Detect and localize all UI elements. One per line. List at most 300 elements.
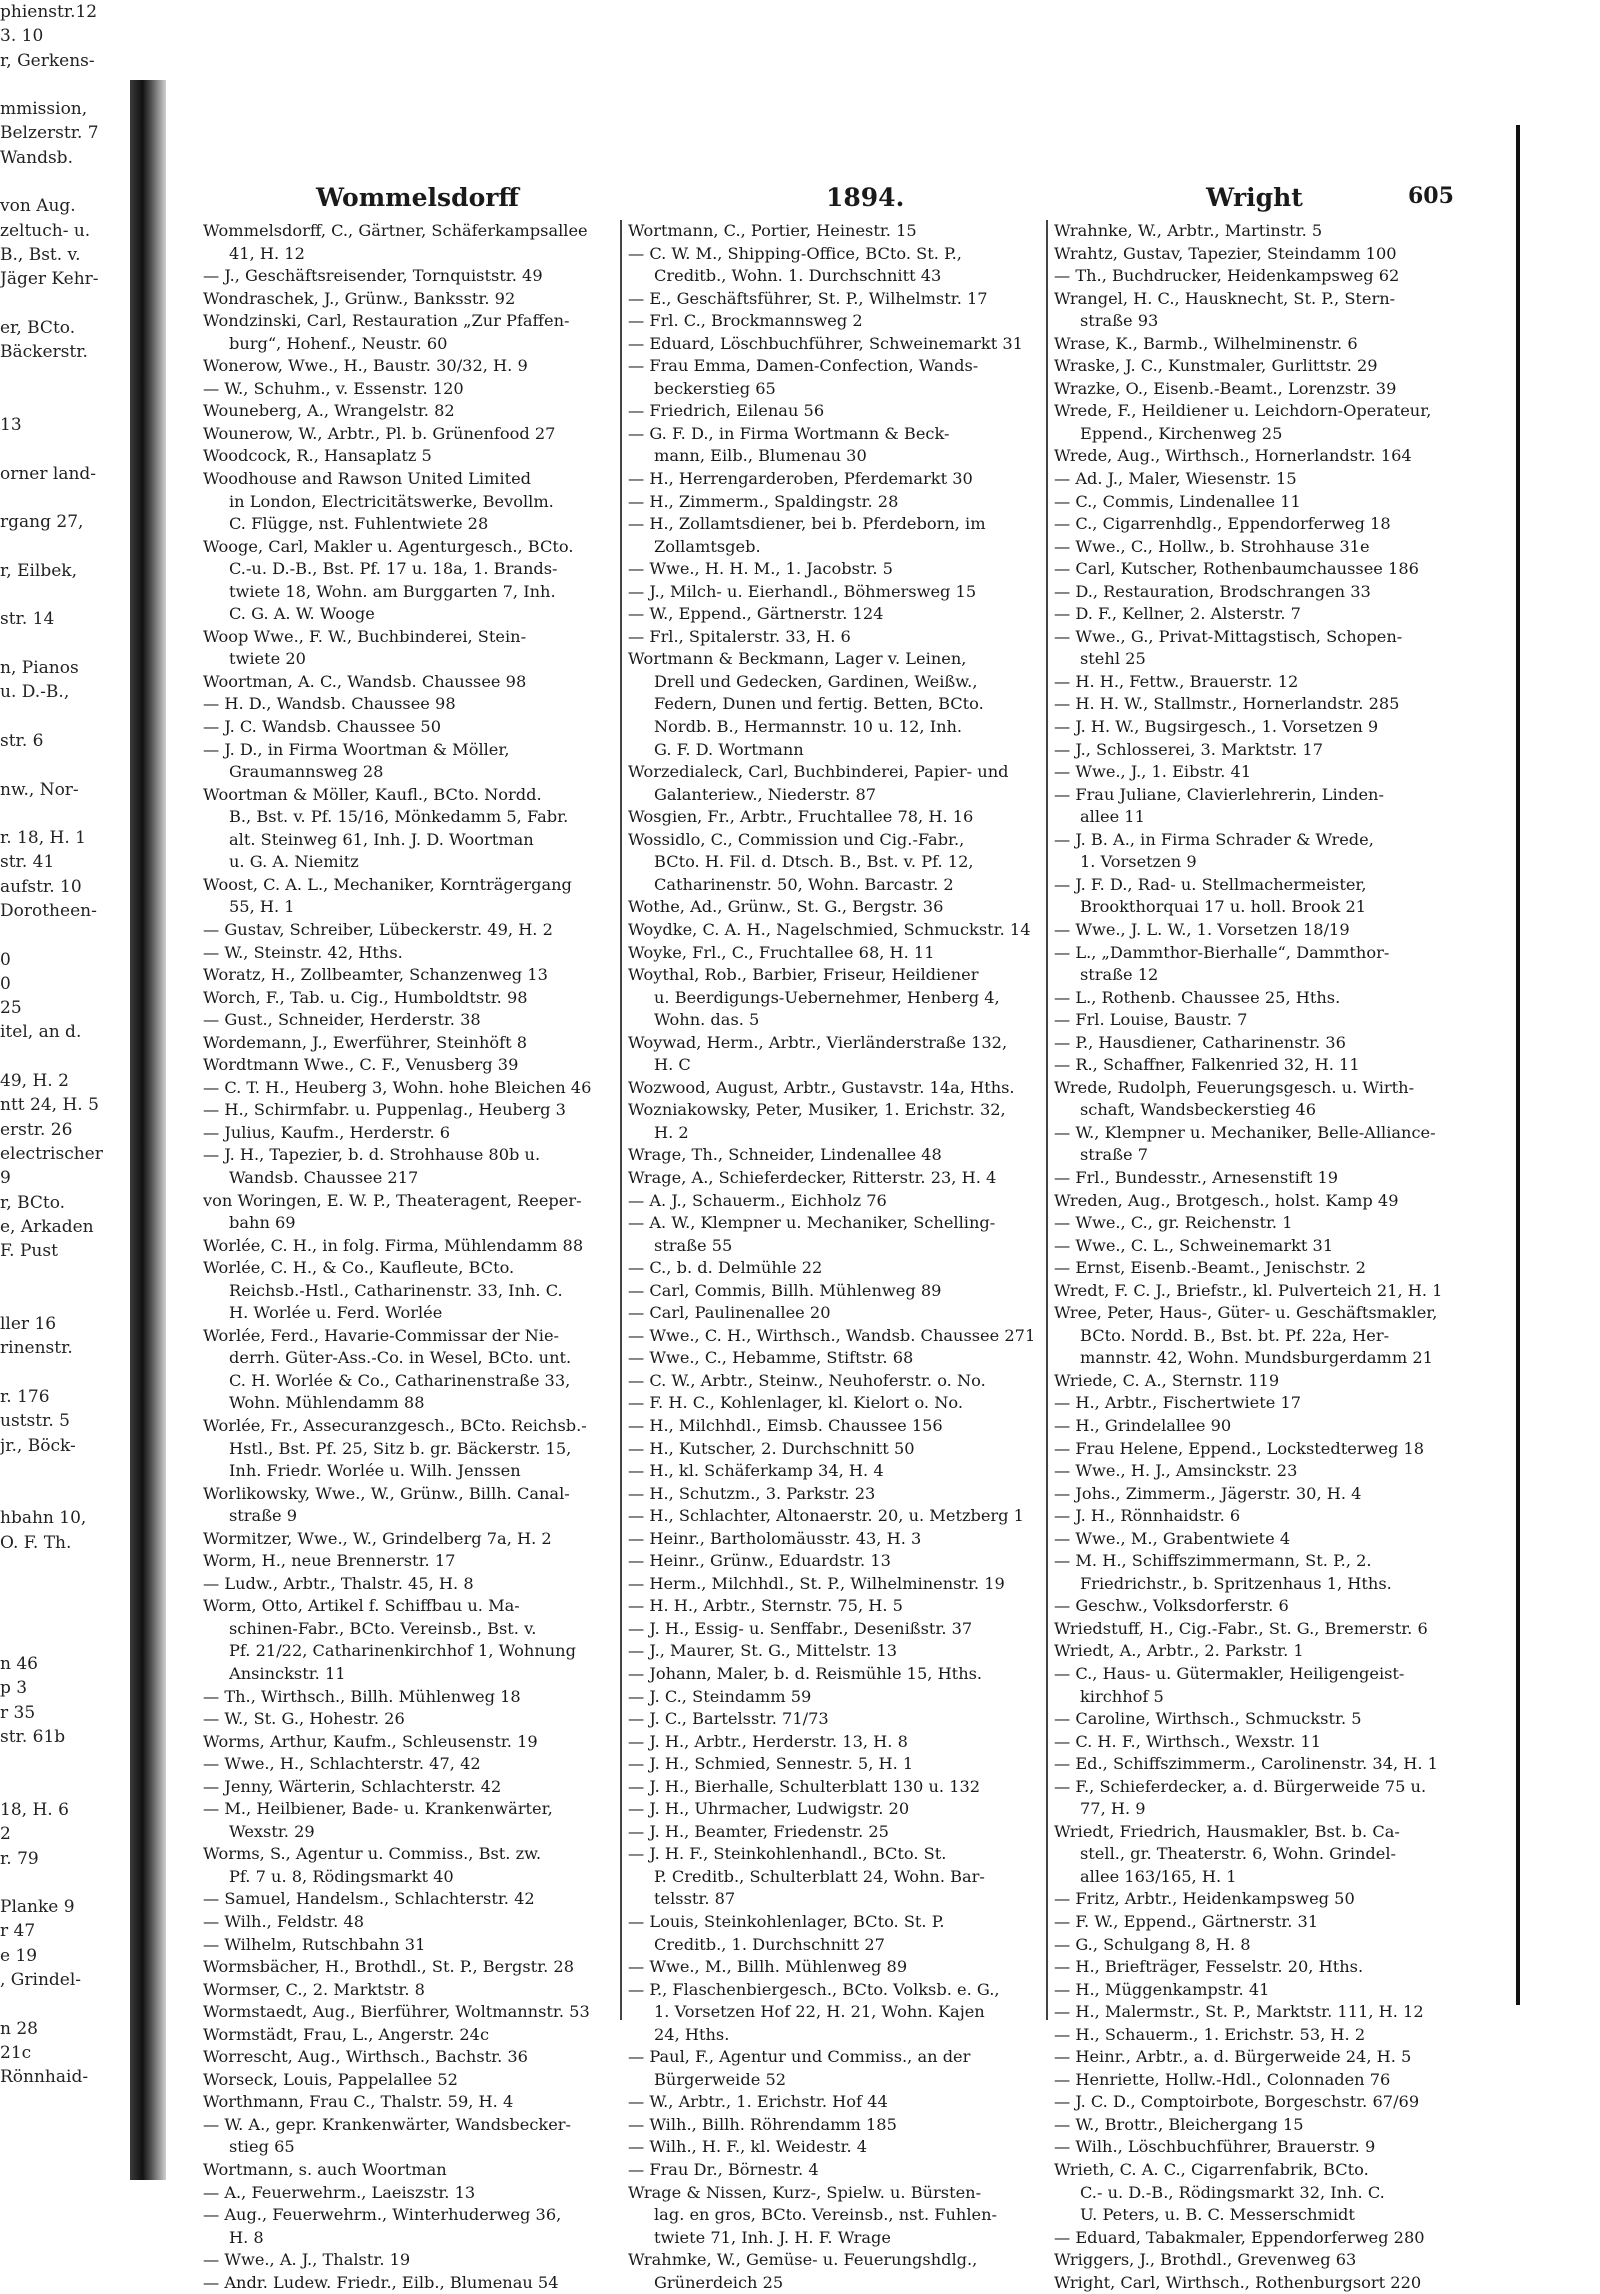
directory-entry-continuation: 41, H. 12 — [229, 243, 305, 263]
left-page-line — [0, 1628, 130, 1652]
directory-entry-continuation: Inh. Friedr. Worlée u. Wilh. Jenssen — [229, 1461, 521, 1481]
directory-entry: — Heinr., Grünw., Eduardstr. 13 — [628, 1551, 891, 1571]
directory-entry: Worthmann, Frau C., Thalstr. 59, H. 4 — [203, 2092, 514, 2112]
left-page-text — [0, 0, 130, 2090]
directory-entry-continuation: Grünerdeich 25 — [654, 2272, 784, 2292]
directory-entry: Wrede, Rudolph, Feuerungsgesch. u. Wirth- — [1054, 1077, 1415, 1097]
directory-entry-continuation: u. Beerdigungs-Uebernehmer, Henberg 4, — [654, 987, 1000, 1007]
directory-entry: — H. H. W., Stallmstr., Hornerlandstr. 285 — [1054, 694, 1400, 714]
directory-entry-continuation: stehl 25 — [1080, 649, 1146, 669]
directory-entry: — Carl, Commis, Billh. Mühlenweg 89 — [628, 1280, 942, 1300]
directory-entry: — H., Schauerm., 1. Erichstr. 53, H. 2 — [1054, 2024, 1366, 2044]
left-page-line: str. 61b — [0, 1727, 66, 1748]
directory-entry: — J. H., Essig- u. Senffabr., Desenißstr. 37 — [628, 1618, 973, 1638]
directory-column-3 — [1054, 220, 1480, 2294]
directory-entry: — H. H., Fettw., Brauerstr. 12 — [1054, 671, 1299, 691]
left-page-line: Jäger Kehr- — [0, 269, 99, 290]
directory-entry-continuation: derrh. Güter-Ass.-Co. in Wesel, BCto. unt. — [229, 1348, 572, 1368]
left-page-line: 18, H. 6 — [0, 1799, 69, 1820]
directory-entry: Worlikowsky, Wwe., W., Grünw., Billh. Canal- — [203, 1483, 570, 1503]
left-page-line: Rönnhaid- — [0, 2067, 89, 2088]
directory-entry: — E., Geschäftsführer, St. P., Wilhelmstr. 17 — [628, 288, 988, 308]
directory-entry: Wordemann, J., Ewerführer, Steinhöft 8 — [203, 1032, 528, 1052]
directory-entry: — C., Cigarrenhdlg., Eppendorferweg 18 — [1054, 514, 1391, 534]
left-page-line: 21c — [0, 2042, 32, 2063]
left-page-line — [0, 1871, 130, 1895]
directory-entry: — J., Milch- u. Eierhandl., Böhmersweg 15 — [628, 581, 977, 601]
directory-entry: — Ernst, Eisenb.-Beamt., Jenischstr. 2 — [1054, 1258, 1366, 1278]
directory-entry-continuation: BCto. Nordd. B., Bst. bt. Pf. 22a, Her- — [1080, 1325, 1390, 1345]
directory-entry: — Frau Dr., Börnestr. 4 — [628, 2160, 819, 2180]
directory-entry-continuation: Ansinckstr. 11 — [229, 1664, 346, 1683]
directory-entry-continuation: Creditb., Wohn. 1. Durchschnitt 43 — [654, 266, 942, 286]
directory-entry-continuation: C.-u. D.-B., Bst. Pf. 17 u. 18a, 1. Brands- — [229, 559, 558, 579]
directory-entry: Woratz, H., Zollbeamter, Schanzenweg 13 — [203, 965, 548, 985]
directory-entry: — J. B. A., in Firma Schrader & Wrede, — [1054, 829, 1374, 849]
directory-entry: Woodcock, R., Hansaplatz 5 — [203, 446, 432, 466]
directory-entry: — Friedrich, Eilenau 56 — [628, 401, 825, 421]
directory-entry: — F., Schieferdecker, a. d. Bürgerweide 75 u. — [1054, 1776, 1427, 1796]
directory-entry-continuation: twiete 20 — [229, 649, 306, 669]
directory-entry: — Th., Wirthsch., Billh. Mühlenweg 18 — [203, 1686, 521, 1706]
directory-entry-continuation: Reichsb.-Hstl., Catharinenstr. 33, Inh. C. — [229, 1280, 563, 1300]
directory-entry-continuation: H. 8 — [229, 2227, 264, 2247]
directory-entry: — C. H. F., Wirthsch., Wexstr. 11 — [1054, 1731, 1322, 1751]
directory-entry: — P., Flaschenbiergesch., BCto. Volksb. e. G., — [628, 1979, 1000, 1999]
directory-entry: Wormser, C., 2. Marktstr. 8 — [203, 1979, 425, 1999]
directory-entry: — L., „Dammthor-Bierhalle“, Dammthor- — [1054, 942, 1390, 962]
directory-entry: Worch, F., Tab. u. Cig., Humboldtstr. 98 — [203, 987, 528, 1007]
directory-entry-continuation: Graumannsweg 28 — [229, 762, 384, 782]
directory-entry: — H., Malermstr., St. P., Marktstr. 111, H. 12 — [1054, 2002, 1424, 2022]
directory-entry-continuation: 55, H. 1 — [229, 897, 295, 917]
directory-entry: — Frl., Spitalerstr. 33, H. 6 — [628, 626, 851, 646]
directory-entry-continuation: 77, H. 9 — [1080, 1799, 1146, 1819]
directory-entry: Wondzinski, Carl, Restauration „Zur Pfaffen- — [203, 311, 570, 331]
directory-entry-continuation: telsstr. 87 — [654, 1889, 736, 1909]
directory-entry: — J. H., Bierhalle, Schulterblatt 130 u. 132 — [628, 1776, 981, 1796]
directory-entry: von Woringen, E. W. P., Theateragent, Reeper- — [203, 1190, 582, 1210]
left-page-line: Planke 9 — [0, 1897, 75, 1918]
directory-entry-continuation: Federn, Dunen und fertig. Betten, BCto. — [654, 694, 984, 714]
directory-entry: — C. T. H., Heuberg 3, Wohn. hohe Bleichen 46 — [203, 1077, 592, 1097]
directory-entry-continuation: mann, Eilb., Blumenau 30 — [654, 446, 867, 466]
left-page-line: e, Arkaden — [0, 1216, 94, 1237]
directory-entry-continuation: Pf. 7 u. 8, Rödingsmarkt 40 — [229, 1866, 454, 1886]
directory-entry: Wrieth, C. A. C., Cigarrenfabrik, BCto. — [1054, 2160, 1369, 2180]
left-page-line: e 19 — [0, 1945, 38, 1966]
left-page-line: 3. 10 — [0, 26, 44, 47]
directory-entry: — Wwe., M., Grabentwiete 4 — [1054, 1528, 1291, 1548]
directory-entry: — Frau Emma, Damen-Confection, Wands- — [628, 356, 979, 376]
directory-entry: — Eduard, Löschbuchführer, Schweinemarkt 31 — [628, 333, 1023, 353]
directory-entry: — G., Schulgang 8, H. 8 — [1054, 1934, 1251, 1954]
directory-entry-continuation: straße 93 — [1080, 311, 1159, 331]
left-page-line: r. 18, H. 1 — [0, 828, 86, 849]
left-page-line: u. D.-B., — [0, 682, 70, 703]
directory-entry: Woyke, Frl., C., Fruchtallee 68, H. 11 — [628, 942, 935, 962]
left-page-line: er, BCto. — [0, 317, 76, 338]
directory-entry: — Henriette, Hollw.-Hdl., Colonnaden 76 — [1054, 2069, 1391, 2089]
directory-entry-continuation: stieg 65 — [229, 2137, 295, 2157]
directory-entry: — H., Grindelallee 90 — [1054, 1415, 1232, 1435]
directory-entry: — Th., Buchdrucker, Heidenkampsweg 62 — [1054, 266, 1400, 286]
left-page-line — [0, 802, 130, 826]
directory-entry: Worrescht, Aug., Wirthsch., Bachstr. 36 — [203, 2047, 528, 2067]
left-page-line: 49, H. 2 — [0, 1071, 69, 1092]
directory-entry: Wredt, F. C. J., Briefstr., kl. Pulverteich 21, H. 1 — [1054, 1280, 1443, 1300]
left-page-line: n 46 — [0, 1654, 38, 1675]
directory-entry: — F. H. C., Kohlenlager, kl. Kielort o. No. — [628, 1393, 963, 1413]
directory-entry: — J., Schlosserei, 3. Marktstr. 17 — [1054, 739, 1324, 759]
directory-entry: Wriedt, Friedrich, Hausmakler, Bst. b. Ca- — [1054, 1821, 1400, 1841]
directory-entry: — J. H., Beamter, Friedenstr. 25 — [628, 1821, 889, 1841]
directory-entry: — W., Steinstr. 42, Hths. — [203, 942, 403, 962]
directory-entry-continuation: lag. en gros, BCto. Vereinsb., nst. Fuhlen- — [654, 2205, 997, 2225]
directory-entry-continuation: H. C — [654, 1055, 691, 1075]
directory-entry: — P., Hausdiener, Catharinenstr. 36 — [1054, 1032, 1346, 1052]
directory-entry: — H., Schutzm., 3. Parkstr. 23 — [628, 1483, 876, 1503]
left-page-line: Dorotheen- — [0, 900, 97, 921]
directory-entry: Worseck, Louis, Pappelallee 52 — [203, 2069, 458, 2089]
directory-entry: Wrede, Aug., Wirthsch., Hornerlandstr. 164 — [1054, 446, 1412, 466]
directory-entry: Wosgien, Fr., Arbtr., Fruchtallee 78, H. 16 — [628, 807, 974, 827]
directory-entry: — J. H., Schmied, Sennestr. 5, H. 1 — [628, 1754, 914, 1774]
directory-entry-continuation: allee 11 — [1080, 807, 1145, 827]
directory-entry: — M. H., Schiffszimmermann, St. P., 2. — [1054, 1551, 1372, 1571]
directory-entry: Wriggers, J., Brothdl., Grevenweg 63 — [1054, 2250, 1357, 2270]
left-page-line: hbahn 10, — [0, 1508, 87, 1529]
left-page-line: ntt 24, H. 5 — [0, 1095, 99, 1116]
directory-entry: — Carl, Paulinenallee 20 — [628, 1303, 831, 1323]
left-page-line — [0, 170, 130, 194]
left-page-line: ller 16 — [0, 1314, 57, 1335]
left-page-line: orner land- — [0, 463, 97, 484]
directory-entry: — J. C., Steindamm 59 — [628, 1686, 812, 1706]
directory-entry: — D. F., Kellner, 2. Alsterstr. 7 — [1054, 604, 1301, 624]
directory-entry: Woost, C. A. L., Mechaniker, Kornträgergang — [203, 874, 572, 894]
directory-entry: — Heinr., Bartholomäusstr. 43, H. 3 — [628, 1528, 922, 1548]
directory-entry-continuation: P. Creditb., Schulterblatt 24, Wohn. Bar- — [654, 1866, 985, 1886]
directory-entry-continuation: Bürgerweide 52 — [654, 2069, 787, 2089]
running-head-left: Wommelsdorff — [316, 183, 519, 212]
directory-entry: — Johann, Maler, b. d. Reismühle 15, Hths. — [628, 1664, 983, 1683]
left-page-line — [0, 632, 130, 656]
left-page-line: n, Pianos — [0, 658, 79, 679]
directory-entry: — Wilh., Feldstr. 48 — [203, 1912, 365, 1932]
directory-entry: Wrase, K., Barmb., Wilhelminenstr. 6 — [1054, 333, 1358, 353]
directory-entry-continuation: straße 7 — [1080, 1145, 1149, 1165]
directory-entry: — A. J., Schauerm., Eichholz 76 — [628, 1190, 887, 1210]
directory-entry-continuation: Catharinenstr. 50, Wohn. Barcastr. 2 — [654, 874, 954, 894]
directory-entry: — H., Zollamtsdiener, bei b. Pferdeborn, im — [628, 514, 986, 534]
directory-entry: Wrahmke, W., Gemüse- u. Feuerungshdlg., — [628, 2250, 978, 2270]
left-page-line: str. 41 — [0, 852, 55, 873]
directory-entry: — H., Kutscher, 2. Durchschnitt 50 — [628, 1438, 915, 1458]
left-page-line: mmission, — [0, 99, 88, 120]
left-page-line — [0, 535, 130, 559]
directory-entry: — Wwe., C. H., Wirthsch., Wandsb. Chaussee 271 — [628, 1325, 1036, 1345]
left-page-line — [0, 583, 130, 607]
directory-entry: — Paul, F., Agentur und Commiss., an der — [628, 2047, 971, 2067]
directory-entry: — L., Rothenb. Chaussee 25, Hths. — [1054, 987, 1341, 1007]
directory-entry: — J. D., in Firma Woortman & Möller, — [203, 739, 510, 759]
running-head-year: 1894. — [826, 183, 905, 212]
left-page-line: von Aug. — [0, 196, 76, 217]
left-page-line: B., Bst. v. — [0, 244, 81, 265]
left-page-line: Wandsb. — [0, 147, 73, 168]
directory-entry: — H. H., Arbtr., Sternstr. 75, H. 5 — [628, 1596, 903, 1616]
directory-entry: — Andr. Ludew. Friedr., Eilb., Blumenau 54 — [203, 2272, 559, 2292]
directory-entry: — Aug., Feuerwehrm., Winterhuderweg 36, — [203, 2205, 562, 2225]
left-page-line — [0, 1749, 130, 1773]
directory-entry: — H., Milchhdl., Eimsb. Chaussee 156 — [628, 1415, 943, 1435]
directory-entry: Wormsbächer, H., Brothdl., St. P., Bergstr. 28 — [203, 1957, 575, 1977]
directory-entry-continuation: C.- u. D.-B., Rödingsmarkt 32, Inh. C. — [1080, 2182, 1385, 2202]
left-page-line — [0, 1579, 130, 1603]
directory-entry-continuation: Drell und Gedecken, Gardinen, Weißw., — [654, 671, 978, 691]
directory-entry: Wormstaedt, Aug., Bierführer, Woltmannstr. 53 — [203, 2002, 590, 2022]
directory-entry: — Wilh., Billh. Röhrendamm 185 — [628, 2114, 897, 2134]
directory-entry-continuation: C. G. A. W. Wooge — [229, 604, 375, 624]
directory-entry-continuation: straße 55 — [654, 1235, 733, 1255]
directory-entry: — W., Arbtr., 1. Erichstr. Hof 44 — [628, 2092, 888, 2112]
directory-entry: Wriedstuff, H., Cig.-Fabr., St. G., Bremerstr. 6 — [1054, 1618, 1428, 1638]
left-page-line — [0, 1555, 130, 1579]
left-page-line: r. 176 — [0, 1386, 50, 1407]
directory-entry-continuation: Wohn. Mühlendamm 88 — [229, 1393, 425, 1413]
directory-entry: Worlée, C. H., & Co., Kaufleute, BCto. — [203, 1258, 515, 1278]
directory-entry: Wrage, A., Schieferdecker, Ritterstr. 23, H. 4 — [628, 1167, 997, 1187]
left-page-line: jr., Böck- — [0, 1435, 76, 1456]
directory-entry: — Wwe., J. L. W., 1. Vorsetzen 18/19 — [1054, 919, 1350, 939]
directory-entry: — C., Haus- u. Gütermakler, Heiligengeist- — [1054, 1664, 1405, 1683]
left-page-line — [0, 1288, 130, 1312]
directory-entry-continuation: Creditb., 1. Durchschnitt 27 — [654, 1934, 885, 1954]
directory-entry-continuation: stell., gr. Theaterstr. 6, Wohn. Grindel- — [1080, 1844, 1397, 1864]
directory-entry: Wrahnke, W., Arbtr., Martinstr. 5 — [1054, 221, 1323, 240]
directory-entry: — Frau Helene, Eppend., Lockstedterweg 18 — [1054, 1438, 1425, 1458]
left-page-line: 0 — [0, 949, 11, 970]
directory-entry-continuation: BCto. H. Fil. d. Dtsch. B., Bst. v. Pf. 12, — [654, 852, 974, 872]
left-page-line — [0, 437, 130, 461]
left-page-line: r, BCto. — [0, 1192, 66, 1213]
directory-entry: — W., Schuhm., v. Essenstr. 120 — [203, 378, 464, 398]
directory-entry-continuation: Nordb. B., Hermannstr. 10 u. 12, Inh. — [654, 717, 963, 737]
left-page-line — [0, 753, 130, 777]
directory-entry-continuation: burg“, Hohenf., Neustr. 60 — [229, 333, 448, 353]
directory-entry-continuation: bahn 69 — [229, 1213, 296, 1233]
directory-entry: Wortmann & Beckmann, Lager v. Leinen, — [628, 649, 967, 669]
directory-entry: Woop Wwe., F. W., Buchbinderei, Stein- — [203, 626, 527, 646]
directory-entry: Woortman & Möller, Kaufl., BCto. Nordd. — [203, 784, 542, 804]
left-page-line: aufstr. 10 — [0, 876, 82, 897]
directory-entry: Worms, Arthur, Kaufm., Schleusenstr. 19 — [203, 1731, 538, 1751]
directory-entry: Wordtmann Wwe., C. F., Venusberg 39 — [203, 1055, 519, 1075]
directory-entry: Wrage, Th., Schneider, Lindenallee 48 — [628, 1145, 942, 1165]
directory-entry: — Herm., Milchhdl., St. P., Wilhelminenstr. 19 — [628, 1573, 1005, 1593]
running-head-right: Wright — [1206, 183, 1303, 212]
directory-entry: — Carl, Kutscher, Rothenbaumchaussee 186 — [1054, 559, 1419, 579]
directory-entry: — J., Geschäftsreisender, Tornquiststr. 49 — [203, 266, 543, 286]
directory-entry-continuation: Wohn. das. 5 — [654, 1010, 760, 1030]
directory-entry: Worzedialeck, Carl, Buchbinderei, Papier- und — [628, 762, 1009, 782]
directory-entry: — Caroline, Wirthsch., Schmuckstr. 5 — [1054, 1709, 1362, 1729]
directory-entry: Wree, Peter, Haus-, Güter- u. Geschäftsmakler, — [1054, 1303, 1438, 1323]
directory-entry: — W., Eppend., Gärtnerstr. 124 — [628, 604, 884, 624]
left-page-line: 0 — [0, 973, 11, 994]
left-page-line: 13 — [0, 415, 22, 436]
directory-entry: — F. W., Eppend., Gärtnerstr. 31 — [1054, 1912, 1319, 1932]
directory-entry: — A., Feuerwehrm., Laeiszstr. 13 — [203, 2182, 476, 2202]
directory-entry: Wortmann, s. auch Woortman — [203, 2160, 447, 2180]
directory-entry: — Gustav, Schreiber, Lübeckerstr. 49, H. 2 — [203, 919, 553, 939]
directory-entry: — W., St. G., Hohestr. 26 — [203, 1709, 405, 1729]
directory-entry: — H., Zimmerm., Spaldingstr. 28 — [628, 491, 899, 511]
directory-entry: Wright, Carl, Wirthsch., Rothenburgsort 220 — [1054, 2272, 1422, 2292]
left-page-line: F. Pust — [0, 1241, 58, 1262]
directory-entry-continuation: schaft, Wandsbeckerstieg 46 — [1080, 1100, 1317, 1120]
left-page-line — [0, 1482, 130, 1506]
directory-entry-continuation: straße 12 — [1080, 965, 1159, 985]
left-page-line — [0, 389, 130, 413]
directory-entry: Worm, Otto, Artikel f. Schiffbau u. Ma- — [203, 1596, 520, 1616]
directory-entry: Wraske, J. C., Kunstmaler, Gurlittstr. 29 — [1054, 356, 1378, 376]
directory-entry: Wouneberg, A., Wrangelstr. 82 — [203, 401, 455, 421]
directory-entry: Woodhouse and Rawson United Limited — [203, 469, 532, 489]
left-page-line: 25 — [0, 998, 22, 1019]
directory-entry: — J. C. Wandsb. Chaussee 50 — [203, 717, 441, 737]
left-page-line — [0, 705, 130, 729]
directory-entry: Wounerow, W., Arbtr., Pl. b. Grünenfood 27 — [203, 423, 556, 443]
directory-entry: — Gust., Schneider, Herderstr. 38 — [203, 1010, 481, 1030]
left-page-line: rgang 27, — [0, 512, 84, 533]
directory-column-1 — [203, 220, 629, 2294]
directory-entry: — W., Brottr., Bleichergang 15 — [1054, 2114, 1304, 2134]
left-page-line: zeltuch- u. — [0, 220, 91, 241]
page-edge-rule — [1516, 125, 1520, 2005]
directory-entry: — Frl., Bundesstr., Arnesenstift 19 — [1054, 1167, 1339, 1187]
directory-entry: — R., Schaffner, Falkenried 32, H. 11 — [1054, 1055, 1360, 1075]
directory-entry: Wortmann, C., Portier, Heinestr. 15 — [628, 221, 917, 240]
directory-entry: — Ludw., Arbtr., Thalstr. 45, H. 8 — [203, 1573, 474, 1593]
directory-entry-continuation: H. Worlée u. Ferd. Worlée — [229, 1303, 443, 1323]
directory-entry: — Wwe., M., Billh. Mühlenweg 89 — [628, 1957, 908, 1977]
directory-entry: — J. C. D., Comptoirbote, Borgeschstr. 67/69 — [1054, 2092, 1420, 2112]
directory-entry: — W., Klempner u. Mechaniker, Belle-Alliance- — [1054, 1122, 1436, 1142]
directory-entry: — Louis, Steinkohlenlager, BCto. St. P. — [628, 1912, 945, 1932]
left-page-line: uststr. 5 — [0, 1411, 70, 1432]
directory-entry: — H., Schlachter, Altonaerstr. 20, u. Metzberg 1 — [628, 1506, 1024, 1526]
left-page-line: Belzerstr. 7 — [0, 123, 99, 144]
directory-entry: — Wwe., C. L., Schweinemarkt 31 — [1054, 1235, 1334, 1255]
directory-entry: — Fritz, Arbtr., Heidenkampsweg 50 — [1054, 1889, 1355, 1909]
directory-entry-continuation: U. Peters, u. B. C. Messerschmidt — [1080, 2205, 1355, 2225]
directory-entry-continuation: twiete 71, Inh. J. H. F. Wrage — [654, 2227, 891, 2247]
directory-entry: Wrede, F., Heildiener u. Leichdorn-Operateur, — [1054, 401, 1432, 421]
directory-entry: Wossidlo, C., Commission und Cig.-Fabr., — [628, 829, 965, 849]
directory-entry: — Julius, Kaufm., Herderstr. 6 — [203, 1122, 451, 1142]
directory-entry-continuation: kirchhof 5 — [1080, 1686, 1164, 1706]
left-page-line: rinenstr. — [0, 1338, 73, 1359]
directory-entry-continuation: B., Bst. v. Pf. 15/16, Mönkedamm 5, Fabr. — [229, 807, 569, 827]
left-page-line: str. 14 — [0, 609, 55, 630]
left-page-line — [0, 73, 130, 97]
directory-entry: Wormstädt, Frau, L., Angerstr. 24c — [203, 2024, 490, 2044]
directory-entry: — Wilh., Löschbuchführer, Brauerstr. 9 — [1054, 2137, 1376, 2157]
directory-entry-continuation: Galanteriew., Niederstr. 87 — [654, 784, 877, 804]
left-page-line — [0, 923, 130, 947]
directory-entry-continuation: Friedrichstr., b. Spritzenhaus 1, Hths. — [1080, 1573, 1392, 1593]
left-page-line: electrischer — [0, 1143, 103, 1164]
directory-entry: Wreden, Aug., Brotgesch., holst. Kamp 49 — [1054, 1190, 1399, 1210]
directory-entry: — Wwe., G., Privat-Mittagstisch, Schopen- — [1054, 626, 1403, 646]
directory-entry: — A. W., Klempner u. Mechaniker, Schelling- — [628, 1213, 996, 1233]
page-number: 605 — [1408, 183, 1454, 209]
directory-entry: Wommelsdorff, C., Gärtner, Schäferkampsallee — [203, 221, 588, 240]
directory-entry-continuation: 1. Vorsetzen 9 — [1080, 852, 1197, 872]
directory-entry: — M., Heilbiener, Bade- u. Krankenwärter, — [203, 1799, 553, 1819]
directory-entry-continuation: Wandsb. Chaussee 217 — [229, 1167, 419, 1187]
directory-entry-continuation: alt. Steinweg 61, Inh. J. D. Woortman — [229, 829, 534, 849]
directory-entry-continuation: Pf. 21/22, Catharinenkirchhof 1, Wohnung — [229, 1641, 576, 1661]
directory-entry: Wonerow, Wwe., H., Baustr. 30/32, H. 9 — [203, 356, 528, 376]
directory-entry: — Wwe., C., gr. Reichenstr. 1 — [1054, 1213, 1293, 1233]
directory-entry: — J., Maurer, St. G., Mittelstr. 13 — [628, 1641, 898, 1661]
directory-entry-continuation: C. Flügge, nst. Fuhlentwiete 28 — [229, 514, 489, 534]
directory-entry-continuation: Eppend., Kirchenweg 25 — [1080, 423, 1283, 443]
directory-column-2 — [628, 220, 1054, 2294]
directory-entry-continuation: Hstl., Bst. Pf. 25, Sitz b. gr. Bäckerstr. 15, — [229, 1438, 572, 1458]
directory-entry: Woydke, C. A. H., Nagelschmied, Schmuckstr. 14 — [628, 919, 1031, 939]
directory-entry-continuation: G. F. D. Wortmann — [654, 739, 804, 759]
directory-entry: — Wwe., C., Hollw., b. Strohhause 31e — [1054, 536, 1370, 556]
left-page-line: r, Eilbek, — [0, 560, 77, 581]
directory-entry: — Wilhelm, Rutschbahn 31 — [203, 1934, 426, 1954]
directory-entry: — C. W. M., Shipping-Office, BCto. St. P., — [628, 243, 962, 263]
left-page-line: O. F. Th. — [0, 1532, 72, 1553]
directory-entry: Wormitzer, Wwe., W., Grindelberg 7a, H. 2 — [203, 1528, 552, 1548]
left-page-line: p 3 — [0, 1678, 28, 1699]
directory-entry-continuation: allee 163/165, H. 1 — [1080, 1866, 1237, 1886]
directory-entry: — C., b. d. Delmühle 22 — [628, 1258, 823, 1278]
directory-entry: — Ad. J., Maler, Wiesenstr. 15 — [1054, 469, 1297, 489]
directory-entry-continuation: Wexstr. 29 — [229, 1821, 315, 1841]
directory-entry: — Heinr., Arbtr., a. d. Bürgerweide 24, H. 5 — [1054, 2047, 1412, 2067]
directory-entry: Worlée, Fr., Assecuranzgesch., BCto. Reichsb.- — [203, 1415, 587, 1435]
directory-entry: — J. H., Rönnhaidstr. 6 — [1054, 1506, 1241, 1526]
directory-entry: — J. H. W., Bugsirgesch., 1. Vorsetzen 9 — [1054, 717, 1379, 737]
directory-entry: Wozwood, August, Arbtr., Gustavstr. 14a, Hths. — [628, 1077, 1015, 1097]
directory-entry: Wondraschek, J., Grünw., Banksstr. 92 — [203, 288, 516, 308]
left-page-line: Bäckerstr. — [0, 342, 88, 363]
left-page-line: r 35 — [0, 1702, 36, 1723]
directory-entry: Wrangel, H. C., Hausknecht, St. P., Stern- — [1054, 288, 1396, 308]
directory-entry: — H., Briefträger, Fesselstr. 20, Hths. — [1054, 1957, 1364, 1977]
directory-entry: — Ed., Schiffszimmerm., Carolinenstr. 34, H. 1 — [1054, 1754, 1438, 1774]
left-page-line: r 47 — [0, 1921, 36, 1942]
directory-entry: Worlée, Ferd., Havarie-Commissar der Nie- — [203, 1325, 560, 1345]
directory-entry: — H., kl. Schäferkamp 34, H. 4 — [628, 1461, 884, 1481]
directory-entry: — Frau Juliane, Clavierlehrerin, Linden- — [1054, 784, 1384, 804]
directory-entry: — J. C., Bartelsstr. 71/73 — [628, 1709, 829, 1729]
directory-entry: — D., Restauration, Brodschrangen 33 — [1054, 581, 1371, 601]
directory-entry: Woortman, A. C., Wandsb. Chaussee 98 — [203, 671, 527, 691]
directory-page — [166, 125, 1520, 2292]
left-page-fragment — [0, 0, 130, 2177]
directory-entry: Wriedt, A., Arbtr., 2. Parkstr. 1 — [1054, 1641, 1304, 1661]
directory-entry: — H., Müggenkampstr. 41 — [1054, 1979, 1270, 1999]
